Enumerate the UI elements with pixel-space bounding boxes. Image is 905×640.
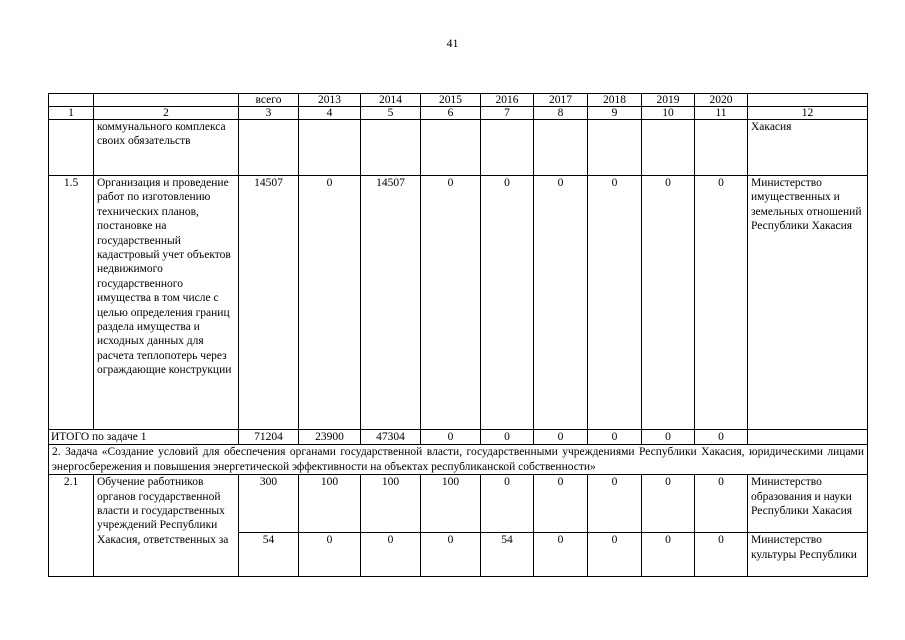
column-number: 1: [49, 107, 94, 120]
header-year: 2020: [695, 94, 748, 107]
continuation-row: [49, 120, 868, 176]
column-number: 12: [748, 107, 868, 120]
column-number: 9: [588, 107, 642, 120]
value-cell: 0: [588, 176, 642, 430]
column-number: 7: [481, 107, 534, 120]
task-2-title: 2. Задача «Создание условий для обеспечения органами государственной власти, государственными учреждениями Республики Хакасия, юридическими лицами энергосбережения и повышения энергетической эффективности на объектах республиканской собственности»: [49, 445, 868, 475]
value-cell: [421, 120, 481, 176]
value-cell: [534, 120, 588, 176]
column-number: 5: [361, 107, 421, 120]
value-cell: 0: [361, 533, 421, 577]
value-cell: 0: [534, 176, 588, 430]
program-table: [48, 93, 868, 577]
value-cell: 0: [534, 475, 588, 533]
column-number: 4: [299, 107, 361, 120]
total-value: 0: [695, 430, 748, 445]
value-cell: 0: [695, 533, 748, 577]
table-row-2-1-a: [49, 475, 868, 533]
value-cell: 0: [588, 533, 642, 577]
header-empty-cell: [748, 94, 868, 107]
measure-name: Обучение работников органов государственной власти и государственных учреждений Республики Хакасия, ответственных за: [94, 475, 239, 577]
value-cell: [239, 120, 299, 176]
task-2-header-row: [49, 445, 868, 475]
header-year: 2019: [642, 94, 695, 107]
total-row-task-1: [49, 430, 868, 445]
value-cell: [642, 120, 695, 176]
value-cell: 100: [361, 475, 421, 533]
value-cell: 0: [534, 533, 588, 577]
value-cell: [588, 120, 642, 176]
column-number: 8: [534, 107, 588, 120]
executor-cell: Хакасия: [748, 120, 868, 176]
value-cell: 14507: [361, 176, 421, 430]
value-cell: 0: [299, 533, 361, 577]
value-cell: 0: [695, 176, 748, 430]
header-year: 2015: [421, 94, 481, 107]
value-cell: 0: [421, 533, 481, 577]
measure-name: Организация и проведение работ по изготовлению технических планов, постановке на государственный кадастровый учет объектов недвижимого государственного имущества в том числе с целью определения границ раздела имущества и исходных данных для расчета теплопотерь через ограждающие конструкции: [94, 176, 239, 430]
value-cell: 0: [481, 176, 534, 430]
header-year: 2013: [299, 94, 361, 107]
column-number: 3: [239, 107, 299, 120]
total-value: 0: [421, 430, 481, 445]
column-number: 6: [421, 107, 481, 120]
executor-cell: Министерство имущественных и земельных отношений Республики Хакасия: [748, 176, 868, 430]
value-cell: 0: [481, 475, 534, 533]
value-cell: [695, 120, 748, 176]
header-empty-cell: [94, 94, 239, 107]
value-cell: 14507: [239, 176, 299, 430]
row-number-cell: [49, 120, 94, 176]
value-cell: 300: [239, 475, 299, 533]
header-year: 2018: [588, 94, 642, 107]
total-value: 0: [481, 430, 534, 445]
year-header-row: [49, 94, 868, 107]
value-cell: 0: [642, 475, 695, 533]
executor-cell: [748, 430, 868, 445]
total-label: ИТОГО по задаче 1: [49, 430, 239, 445]
total-value: 0: [588, 430, 642, 445]
value-cell: 0: [642, 533, 695, 577]
measure-name: коммунального комплекса своих обязательств: [94, 120, 239, 176]
value-cell: 54: [239, 533, 299, 577]
row-number-cell: 2.1: [49, 475, 94, 577]
value-cell: 0: [642, 176, 695, 430]
table-row-1-5: [49, 176, 868, 430]
value-cell: 0: [695, 475, 748, 533]
row-number-cell: 1.5: [49, 176, 94, 430]
total-value: 0: [534, 430, 588, 445]
column-number: 10: [642, 107, 695, 120]
value-cell: [361, 120, 421, 176]
value-cell: 54: [481, 533, 534, 577]
value-cell: 0: [588, 475, 642, 533]
header-year: 2014: [361, 94, 421, 107]
value-cell: [481, 120, 534, 176]
column-number-row: [49, 107, 868, 120]
value-cell: 0: [421, 176, 481, 430]
header-year: 2017: [534, 94, 588, 107]
value-cell: 100: [421, 475, 481, 533]
header-year: 2016: [481, 94, 534, 107]
header-total: всего: [239, 94, 299, 107]
column-number: 2: [94, 107, 239, 120]
column-number: 11: [695, 107, 748, 120]
total-value: 47304: [361, 430, 421, 445]
value-cell: [299, 120, 361, 176]
value-cell: 100: [299, 475, 361, 533]
value-cell: 0: [299, 176, 361, 430]
header-empty-cell: [49, 94, 94, 107]
page-number: 41: [446, 36, 459, 50]
total-value: 0: [642, 430, 695, 445]
total-value: 23900: [299, 430, 361, 445]
executor-cell: Министерство образования и науки Республики Хакасия: [748, 475, 868, 533]
total-value: 71204: [239, 430, 299, 445]
executor-cell: Министерство культуры Республики: [748, 533, 868, 577]
